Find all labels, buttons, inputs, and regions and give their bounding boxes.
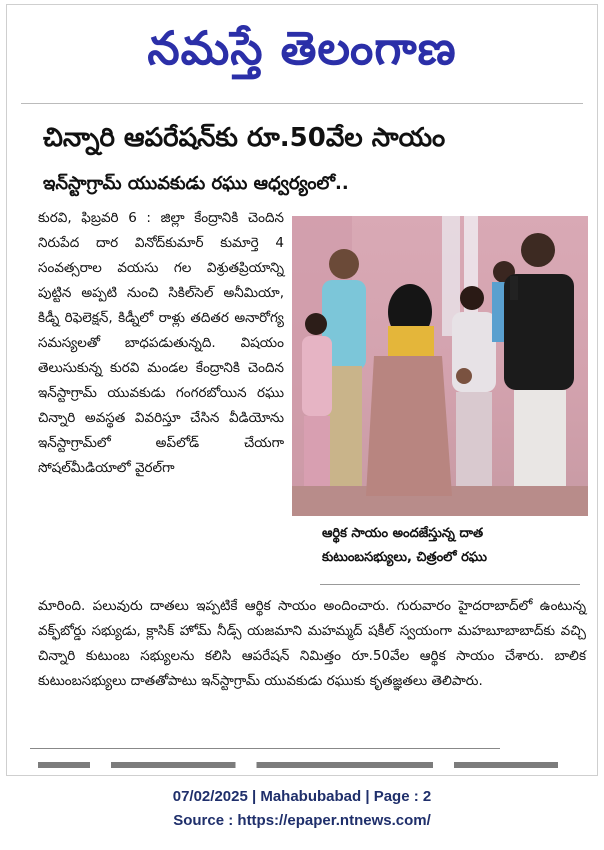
caption-divider (320, 584, 580, 585)
photo-caption-line-2: కుటుంబసభ్యులు, చిత్రంలో రఘు (322, 550, 488, 565)
photo-caption-line-1: ఆర్థిక సాయం అందజేస్తున్న దాత (322, 526, 484, 541)
photo-illustration (292, 216, 588, 516)
newspaper-masthead: నమస్తే తెలంగాణ (147, 21, 457, 75)
masthead-divider (21, 103, 583, 104)
article-end-divider (30, 748, 500, 749)
article-headline: చిన్నారి ఆపరేషన్‌కు రూ.50వేల సాయం (43, 123, 446, 153)
photo-caption (322, 522, 592, 570)
footer-date-edition-page: 07/02/2025 | Mahabubabad | Page : 2 (172, 788, 432, 805)
article-photo (292, 216, 588, 516)
article-body-full-width: మారింది. పలువురు దాతలు ఇప్పటికే ఆర్థిక సాయం అందించారు. గురువారం హైదరాబాద్‌లో ఉంటున్న వక్ఫ్‌బోర్డు సభ్యుడు, క్లాసిక్ హోమ్ నీడ్స్ యజమాని మహమ్మద్ షకీల్ స్వయంగా మహబూబాబాద్‌కు వచ్చి చిన్నారి కుటుంబ సభ్యులను కలిసి ఆపరేషన్ నిమిత్తం రూ.50వేల ఆర్థిక సాయం చేశారు. బాలిక కుటుంబసభ్యులు దాతతోపాటు ఇన్‌స్టాగ్రామ్ యువకుడు రఘుకు కృతజ్ఞతలు తెలిపారు. (38, 598, 586, 689)
article-body-left-column: కురవి, ఫిబ్రవరి 6 : జిల్లా కేంద్రానికి చెందిన నిరుపేద దార వినోద్‌కుమార్ కుమార్తె 4 సంవత్సరాల వయసు గల విశ్రుతప్రియాన్ని పుట్టిన అప్పటి నుంచి సికిల్‌సెల్ అనీమియా, కిడ్నీ రిఫెలెక్షన్, కిడ్నీలో రాళ్లు తదితర అనారోగ్య సమస్యలతో బాధపడుతున్నది. విషయం తెలుసుకున్న కురవి మండల కేంద్రానికి చెందిన ఇన్‌స్టాగ్రామ్ యువకుడు గంగరబోయిన రఘు చిన్నారి అవస్థత వివరిస్తూ చేసిన వీడియోను ఇన్‌స్టాగ్రామ్‌లో అప్‌లోడ్ చేయగా సోషల్‌మీడియాలో వైరల్‌గా (38, 210, 284, 476)
article-subheadline: ఇన్‌స్టాగ్రామ్ యువకుడు రఘు ఆధ్వర్యంలో.. (43, 173, 349, 194)
footer-source-url: Source : https://epaper.ntnews.com/ (173, 812, 431, 829)
cropped-next-headline (38, 756, 558, 768)
